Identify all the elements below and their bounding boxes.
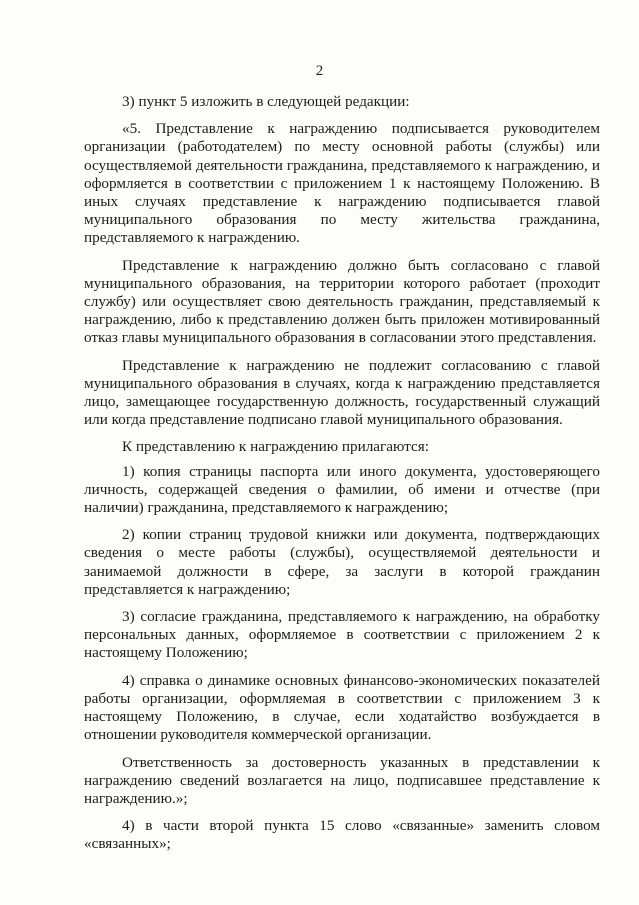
page-number: 2: [315, 63, 324, 79]
document-body: [84, 93, 600, 863]
paragraph-signing: «5. Представление к награждению подписывается руководителем организации (работодателем) по месту основной работы (службы) или осуществляемой деятельности гражданина, представляемого к награждению, и оформляется в соответствии с приложением 1 к настоящему Положению. В иных случаях представление к награждению подписывается главой муниципального образования по месту жительства гражданина, представляемого к награждению.: [84, 120, 600, 247]
paragraph-no-approval: Представление к награждению не подлежит согласованию с главой муниципального образования в случаях, когда к награждению представляется лицо, замещающее государственную должность, государственный служащий или когда представление подписано главой муниципального образования.: [84, 356, 600, 429]
paragraph-approval: Представление к награждению должно быть согласовано с главой муниципального образования, на территории которого работает (проходит службу) или осуществляет свою деятельность гражданин, представляемый к награждению, либо к представлению должен быть приложен мотивированный отказ главы муниципального образования в согласовании этого представления.: [84, 256, 600, 347]
paragraph-item-4-amendment: 4) в части второй пункта 15 слово «связанные» заменить словом «связанных»;: [84, 817, 600, 853]
list-item-data-consent: 3) согласие гражданина, представляемого к награждению, на обработку персональных данных, оформляемое в соответствии с приложением 2 к настоящему Положению;: [84, 608, 600, 662]
list-item-work-record-copy: 2) копии страниц трудовой книжки или документа, подтверждающих сведения о месте работы (службы), осуществляемой деятельности и занимаемой должности в сфере, за заслуги в которой гражданин представляется к награждению;: [84, 526, 600, 598]
paragraph-item-3-heading: 3) пункт 5 изложить в следующей редакции:: [122, 93, 410, 110]
paragraph-responsibility: Ответственность за достоверность указанных в представлении к награждению сведений возлагается на лицо, подписавшее представление к награждению.»;: [84, 753, 600, 807]
list-item-passport-copy: 1) копия страницы паспорта или иного документа, удостоверяющего личность, содержащей сведения о фамилии, об имени и отчестве (при наличии) гражданина, представляемого к награждению;: [84, 462, 600, 517]
list-item-financial-report: 4) справка о динамике основных финансово-экономических показателей работы организации, оформляемая в соответствии с приложением 3 к настоящему Положению, в случае, если ходатайство возбуждается в отношении руководителя коммерческой организации.: [84, 671, 600, 744]
paragraph-attachments-intro: К представлению к награждению прилагаются:: [122, 438, 429, 456]
